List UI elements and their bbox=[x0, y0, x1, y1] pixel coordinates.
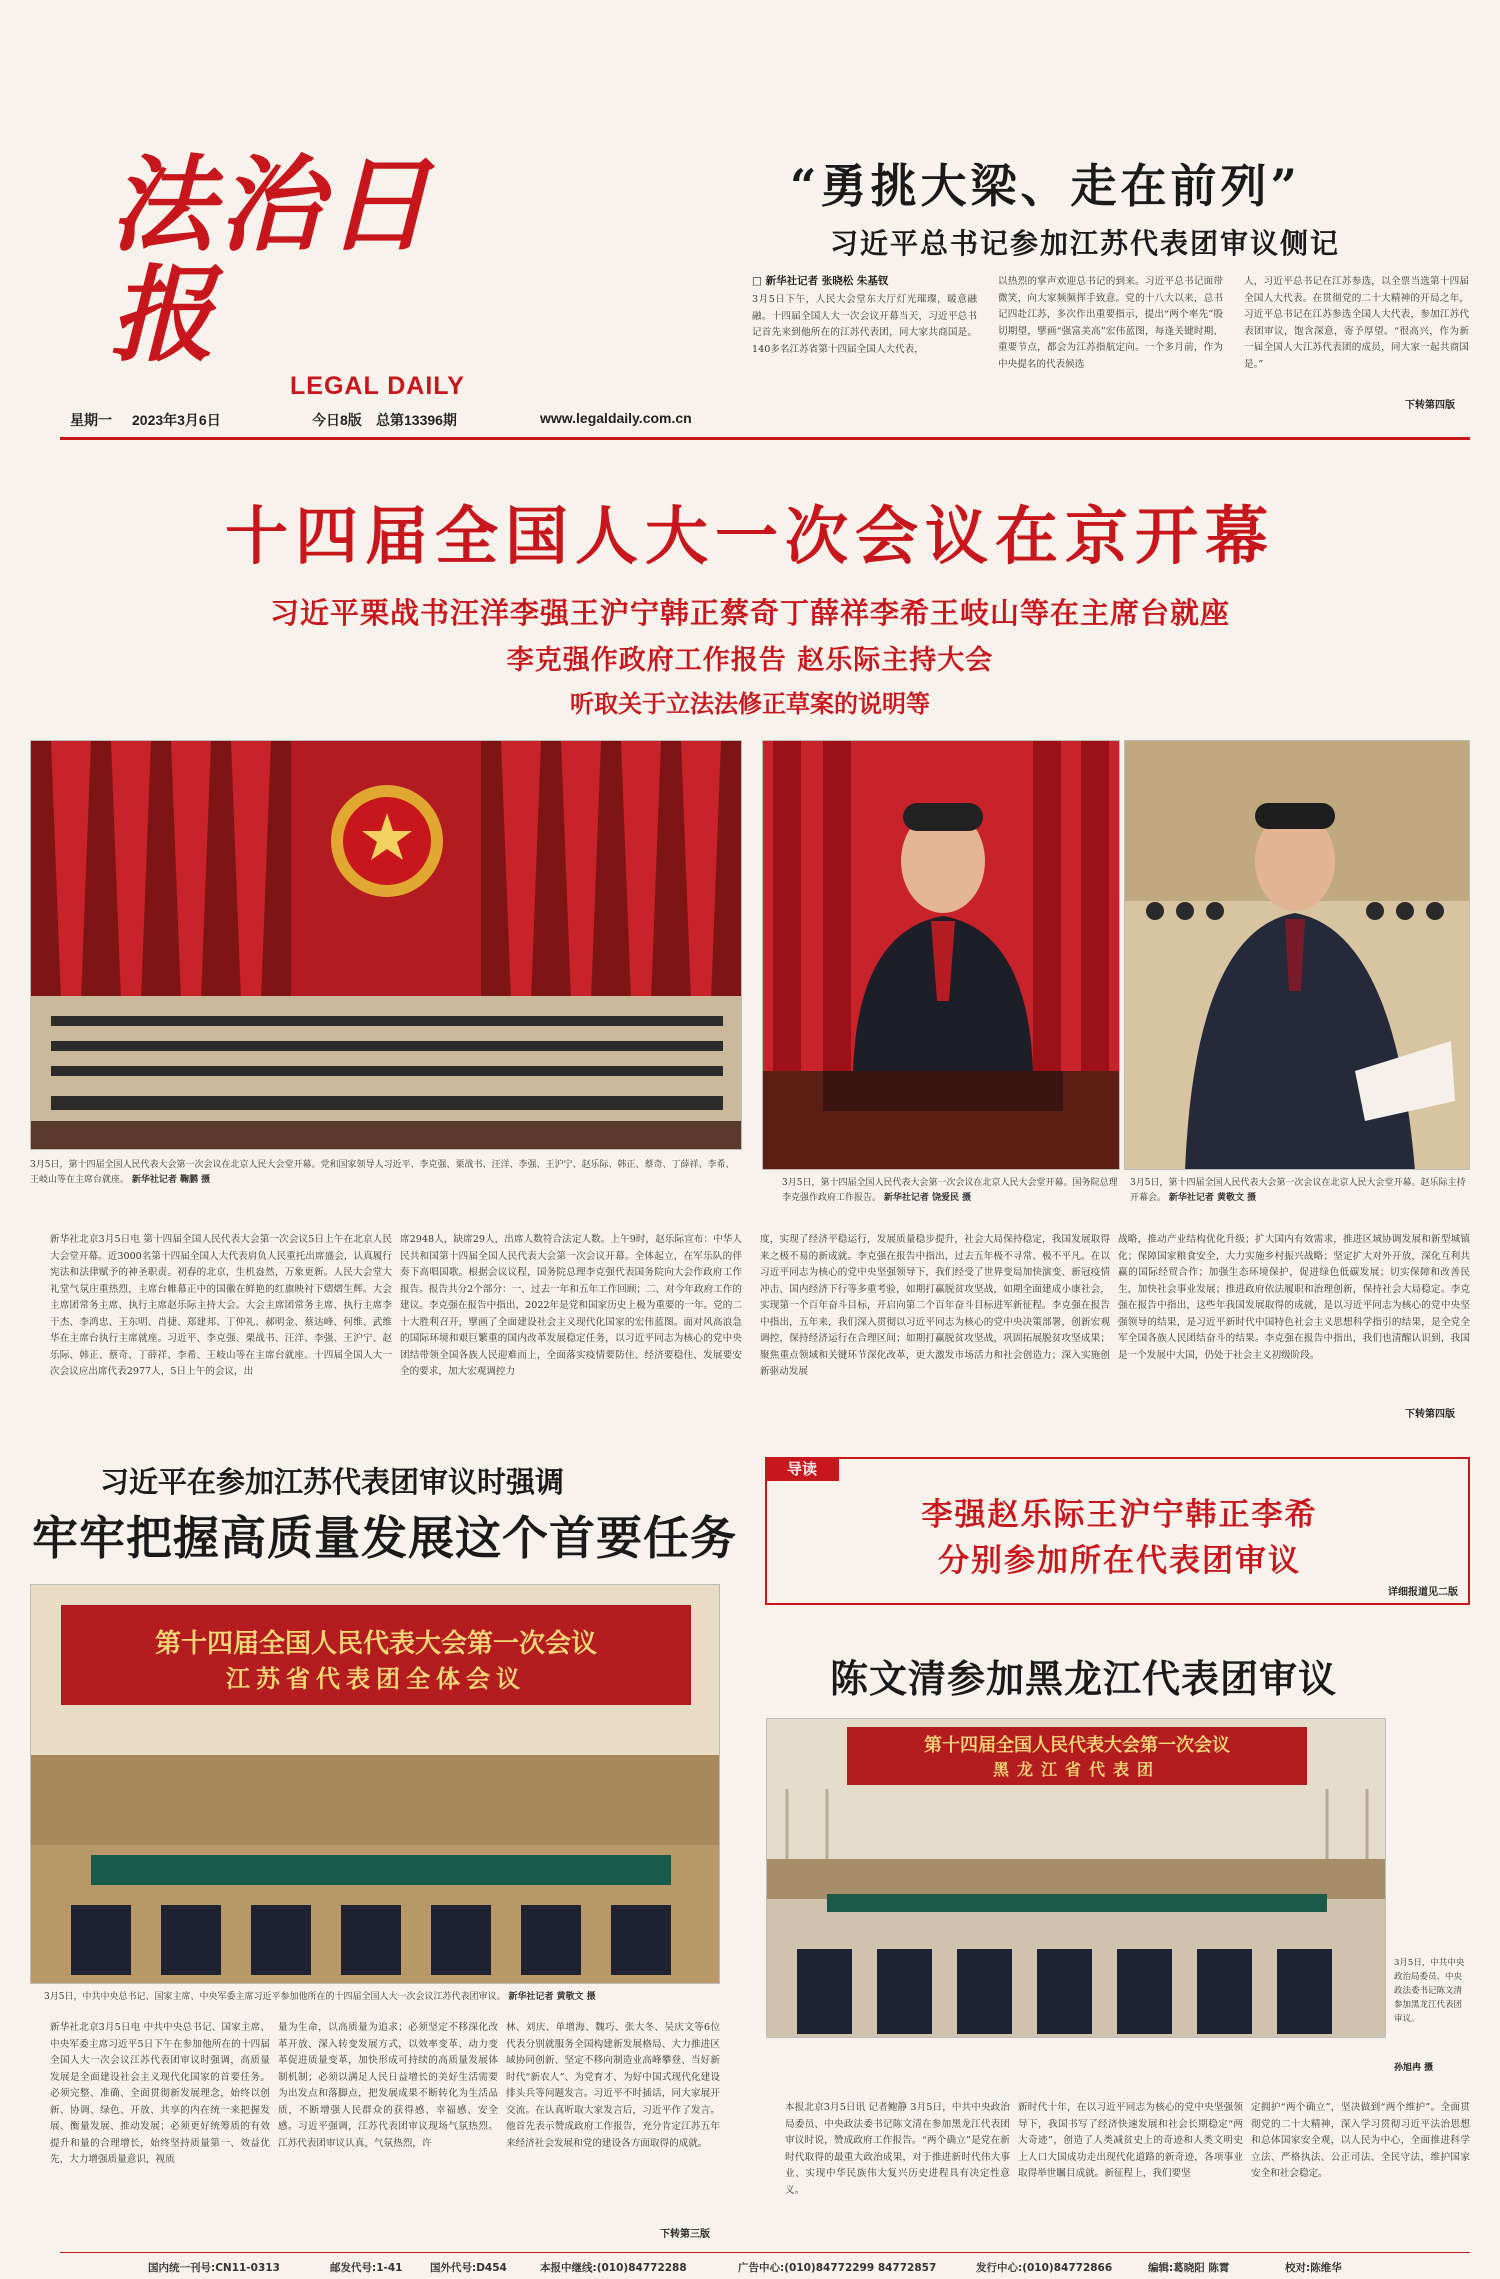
guide-pointer: 详细报道见二版 bbox=[1388, 1587, 1458, 1598]
jiangsu-col-3: 林、刘庆、单增海、魏巧、张大冬、吴庆文等6位代表分别就服务全国构建新发展格局、大力推进区域协同创新、坚定不移向制造业高峰攀登、当好新时代“新农人”、为党育才、为好中国式现代化建设排头兵等问题发言。习近平不时插话，同大家展开交流。在认真听取大家发言后，习近平作了发言。他首先表示赞成政府工作报告，充分肯定江苏五年来经济社会发展和党的建设各方面取得的成就。 bbox=[506, 2022, 720, 2149]
heilongjiang-banner-line2: 黑龙江省代表团 bbox=[992, 1760, 1161, 1779]
jiangsu-headline: 牢牢把握高质量发展这个首要任务 bbox=[32, 1511, 737, 1565]
jiangsu-col-1: 新华社北京3月5日电 中共中央总书记、国家主席、中央军委主席习近平5日下午在参加他所在的十四届全国人大一次会议江苏代表团审议时强调，高质量发展是全面建设社会主义现代化国家的首要任务。必须完整、准确、全面贯彻新发展理念，始终以创新、协调、绿色、开放、共享的内在统一来把握发展、衡量发展、推动发展；必须更好统筹质的有效提升和量的合理增长，始终坚持质量第一、效益优先，大力增强质量意识，视质 bbox=[50, 2022, 270, 2165]
top-story-col-1: 3月5日下午，人民大会堂东大厅灯光璀璨，暖意融融。十四届全国人大一次会议开幕当天，习近平总书记首先来到他所在的江苏代表团，同大家共商国是。140多名江苏省第十四届全国人大代表， bbox=[752, 294, 977, 355]
lead-headline: 十四届全国人大一次会议在京开幕 bbox=[225, 500, 1275, 573]
masthead-date: 2023年3月6日 bbox=[132, 412, 221, 428]
footer-intl-code: 国外代号:D454 bbox=[430, 2262, 507, 2274]
top-story-byline: □ 新华社记者 张晓松 朱基钗 bbox=[752, 275, 889, 287]
caption-li-keqiang bbox=[782, 1176, 1118, 1222]
heilongjiang-col-3: 定拥护“两个确立”，坚决做到“两个维护”。全面贯彻党的二十大精神，深入学习贯彻习近平法治思想和总体国家安全观，以人民为中心，全面推进科学立法、严格执法、公正司法、全民守法，维护国家安全和社会稳定。 bbox=[1251, 2102, 1470, 2179]
masthead-logo: 法治日报 bbox=[110, 143, 435, 376]
masthead-website[interactable]: www.legaldaily.com.cn bbox=[540, 410, 692, 426]
photo-jiangsu-meeting bbox=[30, 1584, 720, 1984]
top-story-continued[interactable]: 下转第四版 bbox=[1405, 400, 1455, 411]
photo-congress-hall bbox=[30, 740, 742, 1150]
masthead-issue-no: 总第13396期 bbox=[376, 412, 457, 428]
footer-bar bbox=[0, 2256, 1500, 2279]
caption-jiangsu-text: 3月5日，中共中央总书记、国家主席、中央军委主席习近平参加他所在的十四届全国人大一次会议江苏代表团审议。 bbox=[44, 1992, 506, 2002]
lead-col-3: 度，实现了经济平稳运行，发展质量稳步提升，社会大局保持稳定，我国发展取得来之极不易的新成就。李克强在报告中指出，过去五年极不寻常、极不平凡。在以习近平同志为核心的党中央坚强领导下，我们经受了世界变局加快演变、新冠疫情冲击、国内经济下行等多重考验，如期打赢脱贫攻坚战，如期全面建成小康社会，实现第一个百年奋斗目标，开启向第二个百年奋斗目标进军新征程。李克强在报告中指出，五年来，我们深入贯彻以习近平同志为核心的党中央决策部署，创新宏观调控，保持经济运行在合理区间；如期打赢脱贫攻坚战，巩固拓展脱贫攻坚成果；聚焦重点领域和关键环节深化改革，更大激发市场活力和社会创造力；深入实施创新驱动发展 bbox=[760, 1234, 1110, 1377]
masthead-english-name: LEGAL DAILY bbox=[290, 372, 465, 400]
caption-heilongjiang-credit: 孙旭冉 摄 bbox=[1394, 2063, 1434, 2073]
caption-heilongjiang: 3月5日，中共中央政治局委员、中央政法委书记陈文清参加黑龙江代表团审议。 bbox=[1394, 1958, 1465, 2024]
jiangsu-kicker: 习近平在参加江苏代表团审议时强调 bbox=[100, 1465, 565, 1499]
guide-tag: 导读 bbox=[765, 1457, 839, 1481]
caption-jiangsu-credit: 新华社记者 黄敬文 摄 bbox=[508, 1992, 596, 2002]
masthead-weekday: 星期一 bbox=[70, 412, 112, 428]
caption-congress-hall-text: 3月5日，第十四届全国人民代表大会第一次会议在北京人民大会堂开幕。党和国家领导人习近平、李克强、栗战书、汪洋、李强、王沪宁、赵乐际、韩正、蔡奇、丁薛祥、李希、王岐山等在主席台就座。 bbox=[30, 1160, 735, 1185]
caption-zhao-leji-text: 3月5日，第十四届全国人民代表大会第一次会议在北京人民大会堂开幕。赵乐际主持开幕会。 bbox=[1130, 1178, 1466, 1203]
footer-hotline: 本报中继线:(010)84772288 bbox=[540, 2262, 687, 2274]
heilongjiang-headline: 陈文清参加黑龙江代表团审议 bbox=[830, 1657, 1338, 1701]
jiangsu-banner-line1: 第十四届全国人民代表大会第一次会议 bbox=[154, 1629, 597, 1659]
guide-line1: 李强赵乐际王沪宁韩正李希 bbox=[921, 1497, 1318, 1533]
caption-zhao-leji-credit: 新华社记者 黄敬文 摄 bbox=[1168, 1193, 1257, 1203]
jiangsu-continued[interactable]: 下转第三版 bbox=[660, 2229, 710, 2240]
masthead-rule bbox=[60, 437, 1470, 440]
top-story-headline: “勇挑大梁、走在前列” bbox=[790, 159, 1301, 213]
lead-subhead-2: 李克强作政府工作报告 赵乐际主持大会 bbox=[506, 645, 994, 676]
top-story-col-2: 以热烈的掌声欢迎总书记的到来。习近平总书记面带微笑，向大家频频挥手致意。党的十八大以来，总书记四赴江苏，多次作出重要指示，提出“两个率先”殷切期望，擘画“强富美高”宏伟蓝图，每逢关键时期、重要节点，都会为江苏指航定向。一个多月前，作为中央提名的代表候选 bbox=[998, 276, 1223, 370]
top-story-col-3: 人，习近平总书记在江苏参选，以全票当选第十四届全国人大代表。在贯彻党的二十大精神的开局之年，习近平总书记在江苏参选全国人大代表，参加江苏代表团审议，饱含深意，寄予厚望。“很高兴，作为新一届全国人大江苏代表团的成员，同大家一起共商国是。” bbox=[1244, 276, 1469, 370]
jiangsu-col-2: 量为生命，以高质量为追求；必须坚定不移深化改革开放、深入转变发展方式，以效率变革、动力变革促进质量变革，加快形成可持续的高质量发展体制机制；必须以满足人民日益增长的美好生活需要为出发点和落脚点，把发展成果不断转化为生活品质，不断增强人民群众的获得感、幸福感、安全感。习近平强调，江苏代表团审议现场气氛热烈。江苏代表团审议认真，气氛热烈，许 bbox=[278, 2022, 498, 2149]
caption-congress-hall-credit: 新华社记者 鞠鹏 摄 bbox=[131, 1175, 211, 1185]
lead-col-1: 新华社北京3月5日电 第十四届全国人民代表大会第一次会议5日上午在北京人民大会堂开幕。近3000名第十四届全国人大代表肩负人民重托出席盛会，认真履行宪法和法律赋予的神圣职责。初春的北京，生机盎然，万象更新。人民大会堂大礼堂气氛庄重热烈，主席台帷幕正中的国徽在鲜艳的红旗映衬下熠熠生辉。大会主席团常务主席、执行主席赵乐际主持大会。大会主席团常务主席、执行主席李干杰、李鸿忠、王东明、肖捷、郑建邦、丁仲礼、郝明金、蔡达峰、何维、武维华在主席台执行主席就座。习近平、李克强、栗战书、汪洋、李强、王沪宁、赵乐际、韩正、蔡奇、丁薛祥、李希、王岐山等在主席台就座。十四届全国人大一次会议应出席代表2977人，5日上午的会议，出 bbox=[50, 1234, 392, 1377]
caption-zhao-leji bbox=[1130, 1176, 1470, 1222]
lead-col-4: 战略，推动产业结构优化升级；扩大国内有效需求，推进区域协调发展和新型城镇化；保障国家粮食安全，大力实施乡村振兴战略；坚定扩大对外开放，深化互利共赢的国际经贸合作；加强生态环境保护，促进绿色低碳发展；切实保障和改善民生，加快社会事业发展；推进政府依法履职和治理创新，保持社会大局稳定。李克强在报告中指出，这些年我国发展取得的成就，是以习近平同志为核心的党中央坚强领导的结果，是习近平新时代中国特色社会主义思想科学指引的结果，是全党全军全国各族人民团结奋斗的结果。李克强在报告中指出，我们也清醒认识到，我国是一个发展中大国，仍处于社会主义初级阶段。 bbox=[1118, 1234, 1470, 1361]
photo-heilongjiang-meeting bbox=[766, 1718, 1386, 2038]
caption-li-keqiang-text: 3月5日，第十四届全国人民代表大会第一次会议在北京人民大会堂开幕。国务院总理李克强作政府工作报告。 bbox=[782, 1178, 1118, 1203]
footer-rule bbox=[60, 2252, 1470, 2253]
guide-line2: 分别参加所在代表团审议 bbox=[938, 1543, 1301, 1579]
photo-li-keqiang bbox=[762, 740, 1120, 1170]
lead-continued[interactable]: 下转第四版 bbox=[1405, 1409, 1455, 1420]
heilongjiang-col-2: 新时代十年，在以习近平同志为核心的党中央坚强领导下，我国书写了经济快速发展和社会长期稳定“两大奇迹”，创造了人类减贫史上的奇迹和人类文明史上人口大国成功走出现代化道路的新奇迹，各项事业取得举世瞩目成就。新征程上，我们要坚 bbox=[1018, 2102, 1243, 2179]
footer-ads: 广告中心:(010)84772299 84772857 bbox=[738, 2262, 937, 2274]
guide-box[interactable] bbox=[765, 1457, 1470, 1605]
footer-editor: 编辑:葛晓阳 陈霄 bbox=[1148, 2262, 1230, 2274]
caption-congress-hall bbox=[30, 1158, 740, 1204]
caption-li-keqiang-credit: 新华社记者 饶爱民 摄 bbox=[883, 1193, 972, 1203]
masthead-edition-count: 今日8版 bbox=[312, 412, 362, 428]
footer-proof: 校对:陈维华 bbox=[1285, 2262, 1342, 2274]
footer-post-code: 邮发代号:1-41 bbox=[330, 2262, 403, 2274]
heilongjiang-banner-line1: 第十四届全国人民代表大会第一次会议 bbox=[924, 1735, 1230, 1756]
lead-subhead-1: 习近平栗战书汪洋李强王沪宁韩正蔡奇丁薛祥李希王岐山等在主席台就座 bbox=[269, 596, 1230, 630]
footer-distribution: 发行中心:(010)84772866 bbox=[976, 2262, 1113, 2274]
heilongjiang-col-1: 本报北京3月5日讯 记者鲍静 3月5日，中共中央政治局委员、中央政法委书记陈文清在参加黑龙江代表团审议时说，赞成政府工作报告。“两个确立”是党在新时代取得的最重大政治成果，对于推进新时代伟大事业、实现中华民族伟大复兴历史进程具有决定性意义。 bbox=[785, 2102, 1010, 2196]
caption-jiangsu bbox=[44, 1990, 720, 2010]
photo-zhao-leji bbox=[1124, 740, 1470, 1170]
lead-subhead-3: 听取关于立法法修正草案的说明等 bbox=[570, 690, 930, 718]
footer-cn-number: 国内统一刊号:CN11-0313 bbox=[148, 2262, 280, 2274]
lead-col-2: 席2948人，缺席29人，出席人数符合法定人数。上午9时，赵乐际宣布：中华人民共和国第十四届全国人民代表大会第一次会议开幕。全体起立，在军乐队的伴奏下高唱国歌。根据会议议程，国务院总理李克强代表国务院向大会作政府工作报告。报告共分2个部分：一、过去一年和五年工作回顾；二、对今年政府工作的建议。李克强在报告中指出，2022年是党和国家历史上极为重要的一年。党的二十大胜利召开，擘画了全面建设社会主义现代化国家的宏伟蓝图。面对风高浪急的国际环境和艰巨繁重的国内改革发展稳定任务，以习近平同志为核心的党中央团结带领全国各族人民迎难而上，全面落实疫情要防住、经济要稳住、发展要安全的要求，加大宏观调控力 bbox=[400, 1234, 742, 1377]
top-story-subheadline: 习近平总书记参加江苏代表团审议侧记 bbox=[830, 227, 1341, 260]
jiangsu-banner-line2: 江苏省代表团全体会议 bbox=[226, 1665, 526, 1693]
